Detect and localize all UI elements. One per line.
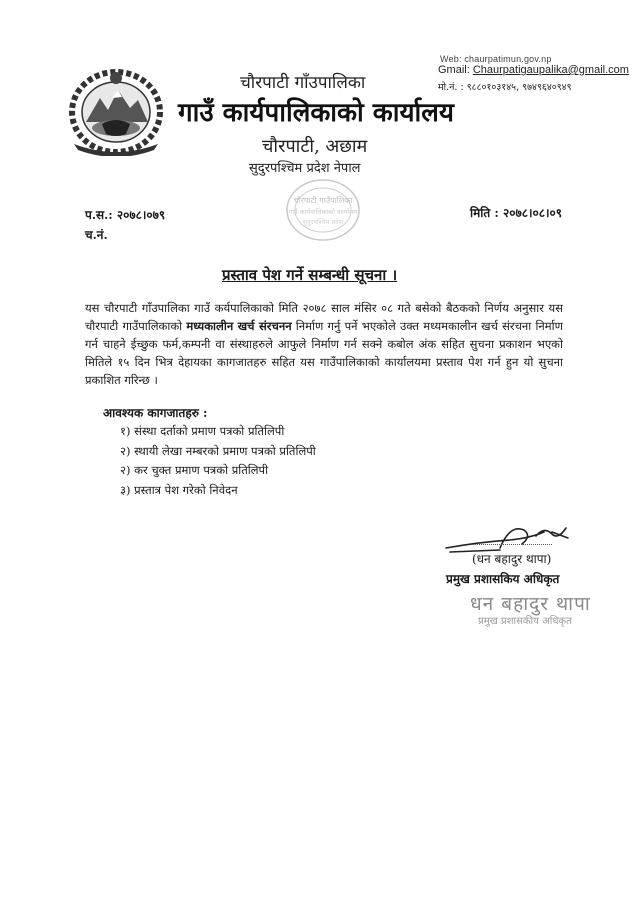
province-name: सुदुरपश्चिम प्रदेश नेपाल bbox=[249, 161, 361, 176]
list-item: १) संस्था दर्ताको प्रमाण पत्रको प्रतिलिपी bbox=[120, 424, 285, 438]
municipality-name: चौरपाटी गाँउपालिका bbox=[240, 73, 366, 93]
office-title: गाउँ कार्यपालिकाको कार्यालय bbox=[178, 98, 454, 128]
name-stamp: धन बहादुर थापा bbox=[470, 593, 591, 615]
stamp-line-1: चौरपाटी गाउँपालिका bbox=[293, 196, 353, 205]
notice-subject: प्रस्ताव पेश गर्ने सम्बन्धी सूचना । bbox=[222, 266, 398, 284]
email-link[interactable]: Chaurpatigaupalika@gmail.com bbox=[472, 64, 629, 76]
dispatch-number: च.नं. bbox=[85, 228, 108, 242]
stamp-line-3: सुदुरपश्चिम प्रदेश bbox=[302, 218, 344, 226]
office-location: चौरपाटी, अछाम bbox=[262, 136, 368, 157]
signatory-title: प्रमुख प्रशासकिय अधिकृत bbox=[446, 572, 560, 586]
reference-number: प.स.: २०७८।०७९ bbox=[85, 208, 166, 222]
mobile-number: मो.नं. : ९८८०१०३१४५, ९७४९६४०९४९ bbox=[438, 82, 572, 93]
list-item: ३) प्रस्तात्र पेश गरेको निवेदन bbox=[120, 482, 238, 497]
email-line bbox=[438, 64, 629, 76]
signatory-name: (धन बहादुर थापा) bbox=[472, 552, 552, 566]
office-seal-stamp bbox=[268, 170, 378, 250]
body-bold-term: मध्यकालीन खर्च संरचनन bbox=[186, 319, 292, 333]
stamp-line-2: गाउँ कार्यपालिकाको कार्यालय bbox=[288, 208, 358, 216]
email-label: Gmail: bbox=[438, 64, 470, 76]
notice-date: मिति : २०७८।०८।०९ bbox=[470, 206, 563, 220]
requirements-title: आवश्यक कागजातहरु : bbox=[103, 406, 208, 420]
list-item: २) स्थायी लेखा नम्बरको प्रमाण पत्रको प्रतिलिपी bbox=[120, 443, 316, 458]
signature-dotted-line bbox=[472, 544, 552, 545]
body-part-1: यस चौरपाटी गाँउपालिका गाउँ कर्यपालिकाको मिति २०७८ साल मंसिर ०८ गते बसेको बैठकको निर्णय अनुसार यस चौरपाटी गाउँपालिकाको bbox=[85, 301, 563, 333]
notice-body bbox=[85, 299, 563, 389]
nepal-emblem-logo bbox=[66, 64, 166, 156]
title-stamp: प्रमुख प्रशासकीय अधिकृत bbox=[478, 616, 572, 627]
website-text: Web: chaurpatimun.gov.np bbox=[440, 54, 552, 64]
list-item: २) कर चुक्त प्रमाण पत्रको प्रतिलिपी bbox=[120, 463, 269, 477]
requirements-list bbox=[120, 422, 316, 500]
body-part-2: निर्माण गर्नु पर्ने भएकोले उक्त मध्यमकालीन खर्च संरचना निर्माण गर्न चाहने ईच्छुक फर्म,कम्पनी वा संस्थाहरुले आफुले निर्माण गर्न सक्ने कबोल अंक सहित सुचना प्रकाशन भएको मितिले १५ दिन भित्र देहायका कागजातहरु सहित यस गाउँपालिकाको कार्यालयमा प्रस्ताव पेश गर्न हुन यो सुचना प्रकाशित गरिन्छ । bbox=[85, 319, 563, 387]
